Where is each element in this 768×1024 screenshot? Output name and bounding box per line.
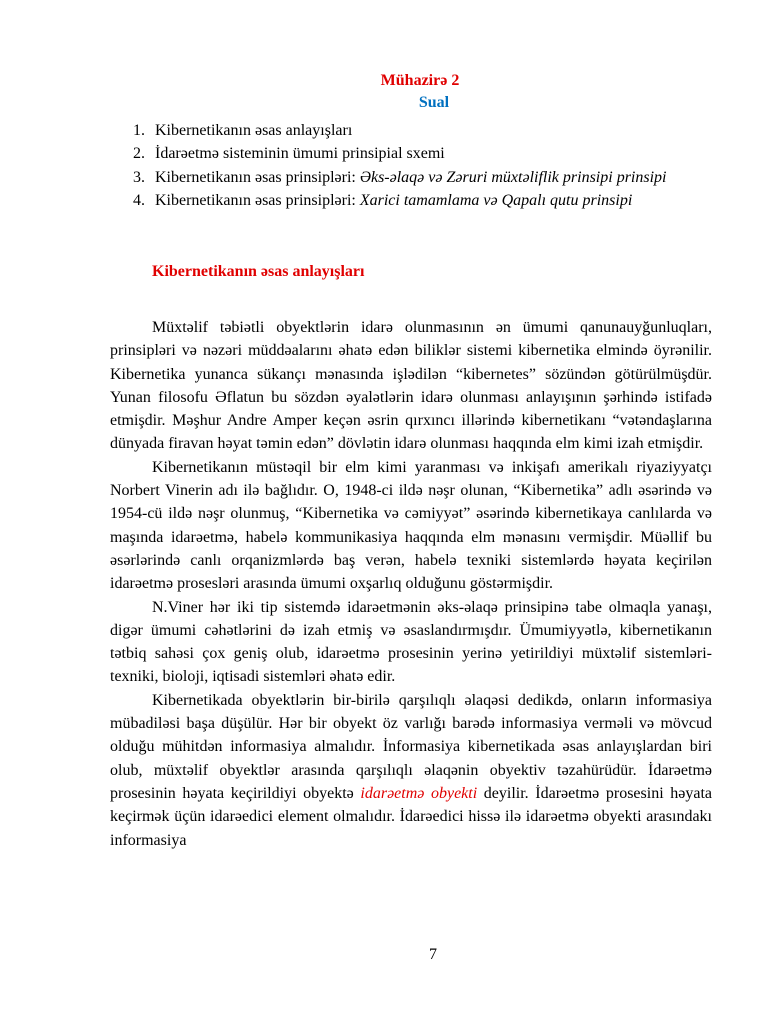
question-number: 3. [133, 168, 145, 186]
lecture-subtitle: Sual [418, 94, 450, 111]
question-text: Kibernetikanın əsas prinsipləri: [155, 168, 360, 186]
paragraph-text: deyilir. İdarəetmə prosesini həyata keçirmək üçün idarəedici element olmalıdır. İdarəedici hissə ilə idarəetmə obyekti arasındakı informasiya [110, 784, 713, 849]
question-text: Kibernetikanın əsas anlayışları [155, 122, 353, 139]
page-number: 7 [429, 946, 437, 963]
question-item [133, 166, 733, 189]
paragraph: Kibernetikanın müstəqil bir elm kimi yaranması və inkişafı amerikalı riyaziyyatçı Norbert Vinerin adı ilə bağlıdır. O, 1948-ci ildə nəşr olunan, “Kibernetika” adlı əsərində və 1954-cü ildə nəşr olunmuş, “Kibernetika və cəmiyyət” əsərində kibernetikaya canlılarda və maşında idarəetmə, habelə kommunikasiya haqqında elm mənasını vermişdir. Müəllif bu əsərlərində canlı orqanizmlərdə baş verən, habelə texniki sistemlərdə həyata keçirilən idarəetmə prosesləri arasında ümumi oxşarlıq olduğunu göstərmişdir. [110, 458, 712, 593]
question-italic-text: Əks-əlaqə və Zəruri müxtəliflik prinsipi prinsipi [359, 168, 667, 186]
question-item [133, 142, 733, 165]
question-item [133, 119, 733, 142]
question-text: Kibernetikanın əsas prinsipləri: [155, 191, 360, 209]
question-number: 4. [133, 191, 145, 209]
question-item [133, 189, 733, 212]
lecture-title: Mühazirə 2 [380, 72, 460, 89]
question-italic-text: Xarici tamamlama və Qapalı qutu prinsipi [359, 191, 633, 209]
section-heading: Kibernetikanın əsas anlayışları [152, 263, 365, 280]
paragraph: N.Viner hər iki tip sistemdə idarəetmənin əks-əlaqə prinsipinə tabe olmaqla yanaşı, digər ümumi cəhətlərini də izah etmiş və əsaslandırmışdır. Ümumiyyətlə, kibernetikanın tətbiq sahəsi çox geniş olub, idarəetmə prosesinin yerinə yetirildiyi müxtəlif sistemləri-texniki, bioloji, iqtisadi sistemləri əhatə edir. [110, 598, 712, 686]
question-list [133, 119, 733, 212]
question-number: 1. [133, 122, 145, 139]
paragraph-text: Kibernetikada obyektlərin bir-birilə qarşılıqlı əlaqəsi dedikdə, onların informasiya mübadiləsi başa düşülür. Hər bir obyekt öz varlığı barədə informasiya verməli və mövcud olduğu mühitdən informasiya almalıdır. İnformasiya kibernetikada əsas anlayışlardan biri olub, müxtəlif obyektlər arasında qarşılıqlı əlaqənin obyektiv təzahürüdür. İdarəetmə prosesinin həyata keçirildiyi obyektə [110, 691, 712, 802]
body-text [110, 316, 712, 852]
paragraph [110, 689, 712, 852]
highlighted-term: idarəetmə obyekti [360, 784, 478, 802]
question-text: İdarəetmə sisteminin ümumi prinsipial sxemi [155, 145, 445, 163]
paragraph: Müxtəlif təbiətli obyektlərin idarə olunmasının ən ümumi qanunauyğunluqları, prinsipləri və nəzəri müddəalarını əhatə edən biliklər sistemi kibernetika elmində öyrənilir. Kibernetika yunanca sükançı mənasında işlədilən “kibernetes” sözündən götürülmüşdür. Yunan filosofu Əflatun bu sözdən əyalətlərin idarə olunması anlayışının şərhində istifadə etmişdir. Məşhur Andre Amper keçən əsrin qırxıncı illərində kibernetikanı “vətəndaşlarına dünyada firavan həyat təmin edən” dövlətin idarə olunması haqqında elm kimi izah etmişdir. [110, 319, 712, 453]
question-number: 2. [133, 145, 145, 163]
